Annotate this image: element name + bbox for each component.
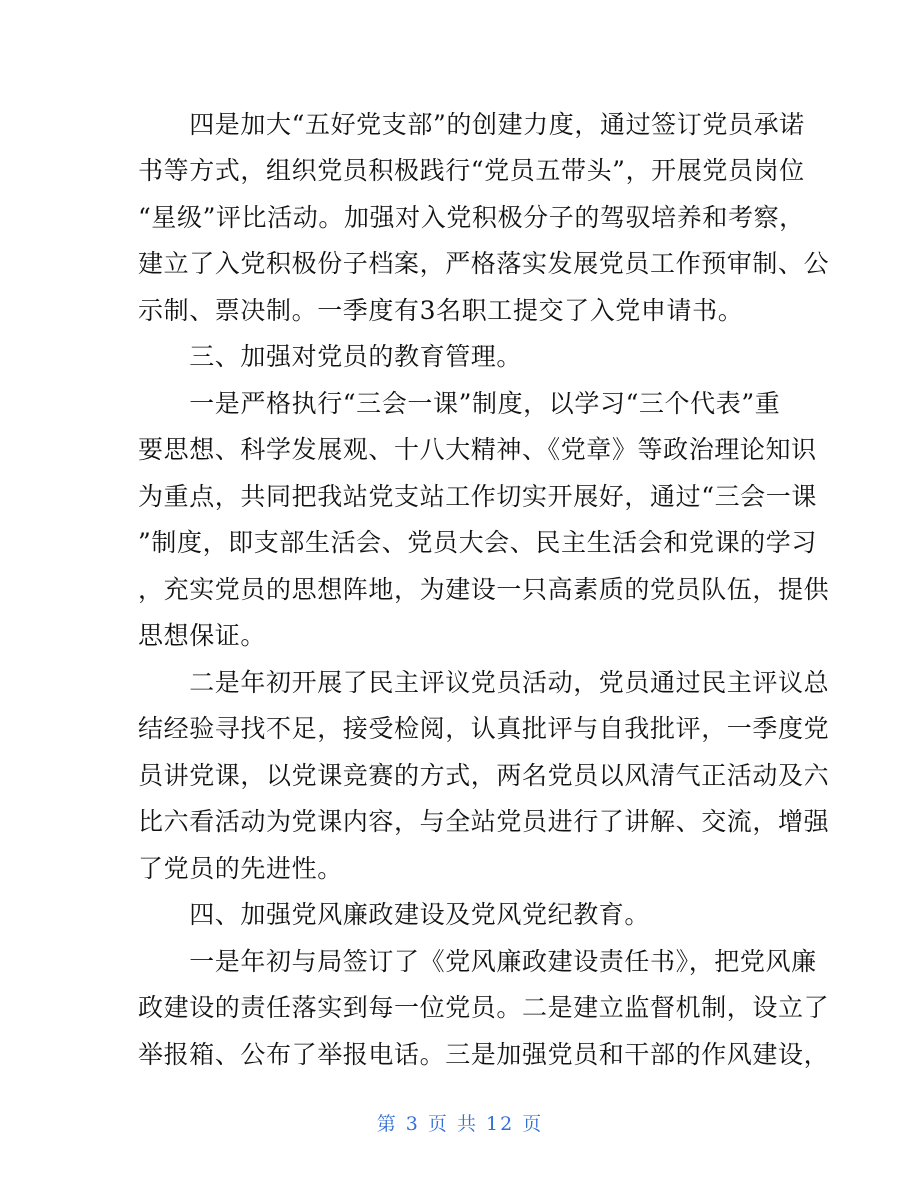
text-line: 结经验寻找不足，接受检阅，认真批评与自我批评，一季度党: [138, 714, 830, 743]
text-line: ，充实党员的思想阵地，为建设一只高素质的党员队伍，提供: [138, 575, 830, 604]
text-line: 要思想、科学发展观、十八大精神、《党章》等政治理论知识: [138, 435, 817, 464]
page-number-footer: 第 3 页 共 12 页: [376, 1113, 544, 1135]
section-heading: 三、加强对党员的教育管理。: [138, 342, 523, 371]
text-line: 书等方式，组织党员积极践行“党员五带头”，开展党员岗位: [138, 156, 805, 185]
text-line: 二是年初开展了民主评议党员活动，党员通过民主评议总: [138, 668, 830, 697]
text-line: 了党员的先进性。: [138, 854, 343, 883]
text-line: 一是年初与局签订了《党风廉政建设责任书》，把党风廉: [138, 947, 817, 976]
text-line: 员讲党课，以党课竞赛的方式，两名党员以风清气正活动及六: [138, 761, 830, 790]
text-line: 为重点，共同把我站党支站工作切实开展好，通过“三会一课: [138, 482, 817, 511]
text-line: 政建设的责任落实到每一位党员。二是建立监督机制，设立了: [138, 993, 830, 1022]
text-line: 举报箱、公布了举报电话。三是加强党员和干部的作风建设，: [138, 1040, 830, 1069]
text-line: ”制度，即支部生活会、党员大会、民主生活会和党课的学习: [138, 528, 817, 557]
text-line: 思想保证。: [138, 621, 267, 650]
text-line: 四是加大“五好党支部”的创建力度，通过签订党员承诺: [138, 110, 805, 139]
text-line: “星级”评比活动。加强对入党积极分子的驾驭培养和考察，: [138, 203, 805, 232]
text-line: 示制、票决制。一季度有3名职工提交了入党申请书。: [138, 296, 744, 325]
section-heading: 四、加强党风廉政建设及党风党纪教育。: [138, 900, 651, 929]
text-line: 建立了入党积极份子档案，严格落实发展党员工作预审制、公: [138, 249, 830, 278]
text-line: 比六看活动为党课内容，与全站党员进行了讲解、交流，增强: [138, 807, 830, 836]
text-line: 一是严格执行“三会一课”制度，以学习“三个代表”重: [138, 389, 781, 418]
